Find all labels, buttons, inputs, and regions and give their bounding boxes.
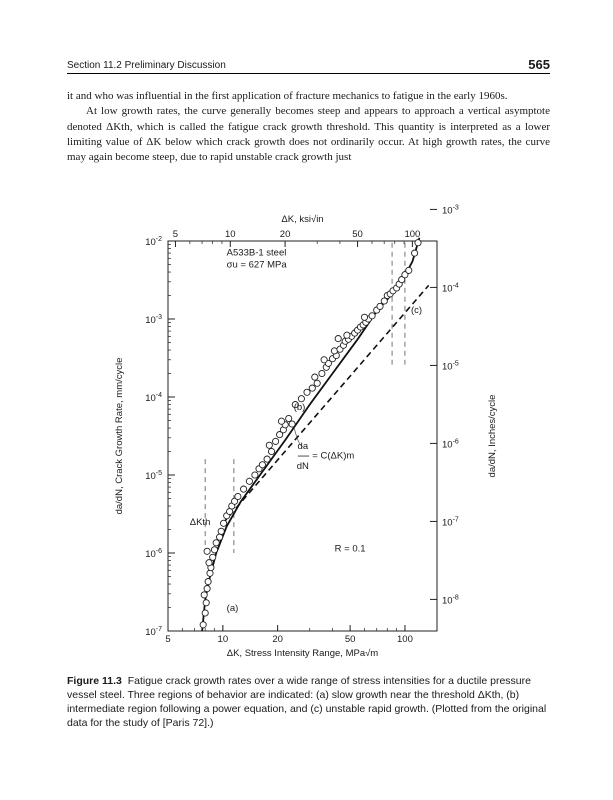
- data-point: [415, 240, 421, 246]
- x-tick-label: 100: [397, 634, 413, 645]
- figure-label: Figure 11.3: [67, 675, 122, 687]
- data-point: [377, 303, 383, 309]
- data-point: [204, 586, 210, 592]
- fatigue-crack-growth-chart: [0, 190, 613, 670]
- y-tick-label: $10^{-7}$: [145, 626, 162, 638]
- equation-numerator: da: [297, 441, 309, 453]
- data-point: [312, 374, 318, 380]
- y2-tick-label: $10^{-7}$: [442, 516, 459, 529]
- data-point: [259, 462, 265, 468]
- data-point: [266, 442, 272, 448]
- y2-tick-label: $10^{-6}$: [442, 438, 459, 451]
- data-point: [201, 592, 207, 598]
- figure-caption: [67, 674, 552, 730]
- data-point: [211, 547, 217, 553]
- y2-tick-label: $10^{-8}$: [442, 594, 459, 607]
- data-point: [298, 396, 304, 402]
- y2-axis-title: da/dN, Inches/cycle: [487, 394, 498, 478]
- y-tick-label: $10^{-6}$: [145, 548, 162, 560]
- data-point: [213, 540, 219, 546]
- x2-tick-label: 5: [172, 229, 179, 240]
- y-tick-label: $10^{-4}$: [145, 392, 162, 404]
- region-a-label: (a): [226, 603, 239, 615]
- data-point: [289, 421, 295, 427]
- strength-label: σu = 627 MPa: [226, 259, 287, 271]
- data-point: [369, 313, 375, 319]
- data-point: [319, 370, 325, 376]
- body-text: [67, 89, 550, 165]
- r-ratio-label: R = 0.1: [334, 543, 366, 555]
- data-point: [210, 554, 216, 560]
- header-rule: [67, 73, 550, 74]
- power-law-line: [223, 285, 429, 523]
- data-point: [268, 448, 274, 454]
- threshold-label: ΔKth: [189, 516, 211, 528]
- data-point: [309, 385, 315, 391]
- region-c-label: (c): [411, 304, 423, 316]
- data-point: [206, 560, 212, 566]
- x-axis-title: ΔK, Stress Intensity Range, MPa√m: [226, 648, 379, 659]
- data-point: [406, 267, 412, 273]
- data-point: [335, 336, 341, 342]
- y-tick-label: $10^{-2}$: [145, 236, 162, 248]
- x2-tick-label: 50: [352, 229, 363, 240]
- x2-tick-label: 10: [224, 229, 236, 240]
- data-point: [200, 622, 206, 628]
- data-point: [235, 493, 241, 499]
- x-tick-label: 5: [165, 634, 171, 645]
- data-point: [304, 389, 310, 395]
- x-tick-label: 20: [272, 634, 283, 645]
- y-tick-label: $10^{-3}$: [145, 314, 162, 326]
- page-number: 565: [528, 57, 550, 72]
- data-point: [314, 380, 320, 386]
- data-point: [361, 314, 367, 320]
- data-point: [221, 520, 227, 526]
- x-tick-label: 50: [344, 634, 356, 645]
- y-axis-title: da/dN, Crack Growth Rate, mm/cycle: [114, 357, 125, 515]
- material-label: A533B-1 steel: [226, 247, 287, 259]
- data-point: [205, 579, 211, 585]
- data-point: [204, 548, 210, 554]
- paragraph-2: At low growth rates, the curve generally becomes steep and appears to approach a vertical asymptote denoted ΔKth, which is called the fatigue crack growth threshold. This quantity is interpreted as a lower limiting value of ΔK below which crack growth does not ordinarily occur. At high growth rates, the curve may again become steep, due to rapid unstable crack growth just: [67, 105, 550, 164]
- y2-tick-label: $10^{-4}$: [442, 282, 459, 295]
- data-point: [218, 528, 224, 534]
- data-point: [207, 570, 213, 576]
- y2-tick-label: $10^{-5}$: [442, 360, 459, 373]
- equation-rhs: = C(ΔK)m: [312, 450, 355, 462]
- data-point: [246, 478, 252, 484]
- data-point: [278, 418, 284, 424]
- x-tick-label: 10: [217, 634, 229, 645]
- data-point: [241, 486, 247, 492]
- data-point: [203, 600, 209, 606]
- x2-axis-title: ΔK, ksi√in: [281, 214, 324, 225]
- data-point: [252, 472, 258, 478]
- data-point: [273, 438, 279, 444]
- running-header-section: Section 11.2 Preliminary Discussion: [67, 60, 226, 71]
- x2-tick-label: 20: [279, 229, 291, 240]
- region-b-label: (b): [293, 402, 306, 414]
- data-point: [412, 250, 418, 256]
- paragraph-1: it and who was influential in the first application of fracture mechanics to fatigue in the early 1960s.: [67, 90, 508, 102]
- data-point: [321, 357, 327, 363]
- data-point: [217, 534, 223, 540]
- y-tick-label: $10^{-5}$: [145, 470, 162, 482]
- x2-tick-label: 100: [404, 229, 421, 240]
- caption-text: Fatigue crack growth rates over a wide range of stress intensities for a ductile pressure vessel steel. Three regions of behavior are indicated: (a) slow growth near the threshold ΔKth, (b) intermediate region following a power equation, and (c) unstable rapid growth. (Plotted from the original data for the study of [Paris 72].): [67, 675, 547, 729]
- data-point: [202, 610, 208, 616]
- y2-tick-label: $10^{-3}$: [442, 204, 459, 217]
- equation-denominator: dN: [296, 460, 309, 472]
- data-point: [264, 456, 270, 462]
- data-point: [344, 332, 350, 338]
